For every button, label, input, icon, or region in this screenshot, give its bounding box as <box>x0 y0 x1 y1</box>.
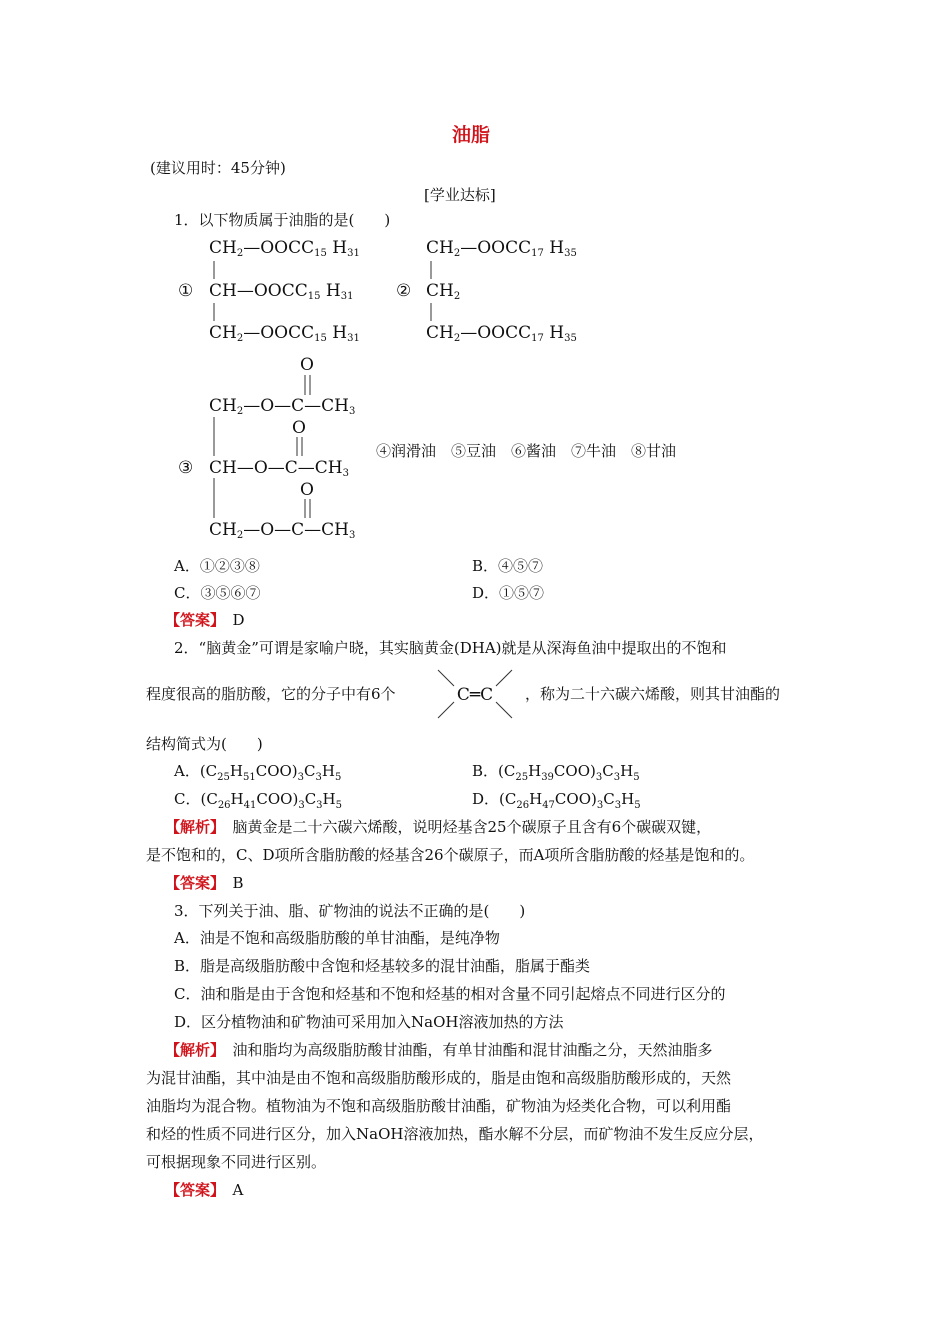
q2-stem-line-2a: 程度很高的脂肪酸，它的分子中有6个 <box>146 685 396 703</box>
q3-analysis-line-5: 可根据现象不同进行区别。 <box>146 1153 327 1171</box>
text: H <box>229 762 243 780</box>
text: H <box>543 238 565 258</box>
bond-label: C═C <box>456 685 494 705</box>
sub: 47 <box>542 800 555 811</box>
text: —O—C—CH <box>243 396 349 416</box>
bond-line <box>496 702 512 718</box>
q3-analysis-line-4: 和烃的性质不同进行区分，加入NaOH溶液加热，酯水解不分层，而矿物油不发生反应分层， <box>146 1125 764 1143</box>
sub: 5 <box>634 800 641 811</box>
text: A．(C <box>174 762 218 780</box>
q2-option-a <box>174 761 341 784</box>
q3-stem: 3．下列关于油、脂、矿物油的说法不正确的是( ) <box>174 902 526 920</box>
sub: 5 <box>335 772 342 783</box>
bond-line <box>438 670 454 686</box>
analysis-text: 油和脂均为高级脂肪酸甘油酯，有单甘油酯和混甘油酯之分，天然油脂多 <box>217 1041 713 1059</box>
q3-analysis-line-1 <box>165 1040 713 1060</box>
q3-option-c: C．油和脂是由于含饱和烃基和不饱和烃基的相对含量不同引起熔点不同进行区分的 <box>174 985 726 1003</box>
q1-stem: 1．以下物质属于油脂的是( ) <box>174 211 391 229</box>
q3-analysis-line-3: 油脂均为混合物。植物油为不饱和高级脂肪酸甘油酯，矿物油为烃类化合物，可以利用酯 <box>146 1097 732 1115</box>
sub: 15 <box>314 248 327 259</box>
text: H <box>621 790 635 808</box>
text: C <box>602 762 614 780</box>
sub: 31 <box>347 248 360 259</box>
sub: 2 <box>236 406 244 417</box>
q2-analysis-line-2: 是不饱和的，C、D项所含脂肪酸的烃基含26个碳原子，而A项所含脂肪酸的烃基是饱和的。 <box>146 846 755 864</box>
sub: 25 <box>217 772 230 783</box>
q1-mark-3: ③ <box>178 458 194 478</box>
sub: 5 <box>335 800 343 811</box>
q1-option-a: A．①②③⑧ <box>174 557 260 575</box>
text: H <box>322 790 336 808</box>
sub: 2 <box>236 248 244 259</box>
text: H <box>528 762 542 780</box>
structure-bonds <box>0 0 950 560</box>
text: CH <box>426 323 454 343</box>
q3-option-d: D．区分植物油和矿物油可采用加入NaOH溶液加热的方法 <box>174 1013 564 1031</box>
text: H <box>320 281 341 301</box>
text: C <box>304 790 317 808</box>
analysis-tag: 【解析】 <box>165 1041 218 1059</box>
analysis-tag: 【解析】 <box>165 818 218 836</box>
q1-option-b: B．④⑤⑦ <box>472 557 544 575</box>
q2-analysis-line-1 <box>165 817 711 837</box>
text: H <box>326 238 348 258</box>
sub: 2 <box>453 291 461 302</box>
text: C．(C <box>174 790 218 808</box>
sub: 3 <box>315 772 322 783</box>
double-bond-diagram <box>432 666 518 722</box>
structure-3-row-1 <box>209 396 355 416</box>
sub: 51 <box>243 772 256 783</box>
q1-option-d: D．①⑤⑦ <box>472 584 545 602</box>
sub: 3 <box>349 530 356 541</box>
sub: 31 <box>340 291 354 302</box>
structure-3-row-2 <box>209 458 349 478</box>
sub: 3 <box>298 800 305 811</box>
section-header: [学业达标] <box>424 186 496 204</box>
answer-value: B <box>232 874 244 892</box>
text: CH <box>209 396 237 416</box>
text: D．(C <box>472 790 517 808</box>
bond-line <box>496 670 512 686</box>
q1-mark-2: ② <box>396 281 412 301</box>
sub: 3 <box>297 772 305 783</box>
text: C <box>304 762 316 780</box>
sub: 39 <box>541 772 554 783</box>
sub: 35 <box>564 333 577 344</box>
sub: 26 <box>516 800 530 811</box>
sub: 3 <box>342 468 349 479</box>
oxygen-2: O <box>292 418 306 438</box>
answer-value: A <box>232 1181 244 1199</box>
page-title: 油脂 <box>452 124 491 146</box>
sub: 2 <box>453 333 461 344</box>
text: —OOCC <box>460 238 532 258</box>
sub: 3 <box>595 772 603 783</box>
text: CH <box>426 238 454 258</box>
text: H <box>620 762 634 780</box>
q2-option-d <box>472 789 641 812</box>
oxygen-3: O <box>300 480 314 500</box>
text: COO) <box>255 762 298 780</box>
q1-mark-1: ① <box>178 281 194 301</box>
time-note: (建议用时：45分钟) <box>150 159 286 177</box>
q1-answer <box>165 610 245 630</box>
text: CH—OOCC <box>209 281 308 301</box>
answer-tag: 【答案】 <box>165 611 218 629</box>
sub: 41 <box>243 800 257 811</box>
bond-line <box>438 702 454 718</box>
sub: 31 <box>347 333 360 344</box>
q3-analysis-line-2: 为混甘油酯，其中油是由不饱和高级脂肪酸形成的，脂是由饱和高级脂肪酸形成的，天然 <box>146 1069 732 1087</box>
text: —OOCC <box>243 238 315 258</box>
text: —OOCC <box>243 323 315 343</box>
text: CH <box>426 281 454 301</box>
text: —OOCC <box>460 323 532 343</box>
analysis-text: 脑黄金是二十六碳六烯酸，说明烃基含25个碳原子且含有6个碳碳双键， <box>217 818 712 836</box>
text: —O—C—CH <box>236 458 343 478</box>
text: H <box>321 762 335 780</box>
sub: 3 <box>596 800 604 811</box>
q2-option-b <box>472 761 640 784</box>
q2-stem-line-1: 2．“脑黄金”可谓是家喻户晓，其实脑黄金(DHA)就是从深海鱼油中提取出的不饱和 <box>174 639 727 657</box>
sub: 3 <box>316 800 323 811</box>
sub: 2 <box>453 248 461 259</box>
sub: 3 <box>613 772 621 783</box>
q3-answer <box>165 1180 243 1200</box>
text: COO) <box>553 762 596 780</box>
q3-option-a: A．油是不饱和高级脂肪酸的单甘油酯，是纯净物 <box>174 929 500 947</box>
text: CH <box>209 238 237 258</box>
sub: 2 <box>236 530 244 541</box>
sub: 3 <box>349 406 356 417</box>
sub: 17 <box>531 333 544 344</box>
text: COO) <box>554 790 597 808</box>
text: B．(C <box>472 762 516 780</box>
sub: 35 <box>564 248 577 259</box>
q2-answer <box>165 873 244 893</box>
text: —O—C—CH <box>243 520 349 540</box>
q1-option-c: C．③⑤⑥⑦ <box>174 584 261 602</box>
text: CH <box>209 323 237 343</box>
sub: 17 <box>531 248 544 259</box>
sub: 3 <box>614 800 622 811</box>
text: H <box>543 323 565 343</box>
sub: 5 <box>633 772 640 783</box>
q1-other-substances: ④润滑油 ⑤豆油 ⑥酱油 ⑦牛油 ⑧甘油 <box>376 442 677 460</box>
q2-stem-line-2b: ，称为二十六碳六烯酸，则其甘油酯的 <box>525 685 781 703</box>
text: COO) <box>256 790 299 808</box>
answer-tag: 【答案】 <box>165 874 218 892</box>
text: CH <box>209 458 237 478</box>
text: H <box>529 790 543 808</box>
sub: 26 <box>217 800 231 811</box>
sub: 25 <box>515 772 529 783</box>
sub: 15 <box>307 291 321 302</box>
answer-value: D <box>232 611 245 629</box>
text: H <box>326 323 348 343</box>
sub: 15 <box>314 333 327 344</box>
text: H <box>230 790 244 808</box>
answer-tag: 【答案】 <box>165 1181 218 1199</box>
oxygen-1: O <box>300 355 314 375</box>
text: C <box>603 790 615 808</box>
q2-option-c <box>174 789 342 812</box>
text: CH <box>209 520 237 540</box>
q3-option-b: B．脂是高级脂肪酸中含饱和烃基较多的混甘油酯，脂属于酯类 <box>174 957 591 975</box>
q2-stem-line-3: 结构简式为( ) <box>146 735 263 753</box>
structure-3-row-3 <box>209 520 355 540</box>
sub: 2 <box>236 333 244 344</box>
